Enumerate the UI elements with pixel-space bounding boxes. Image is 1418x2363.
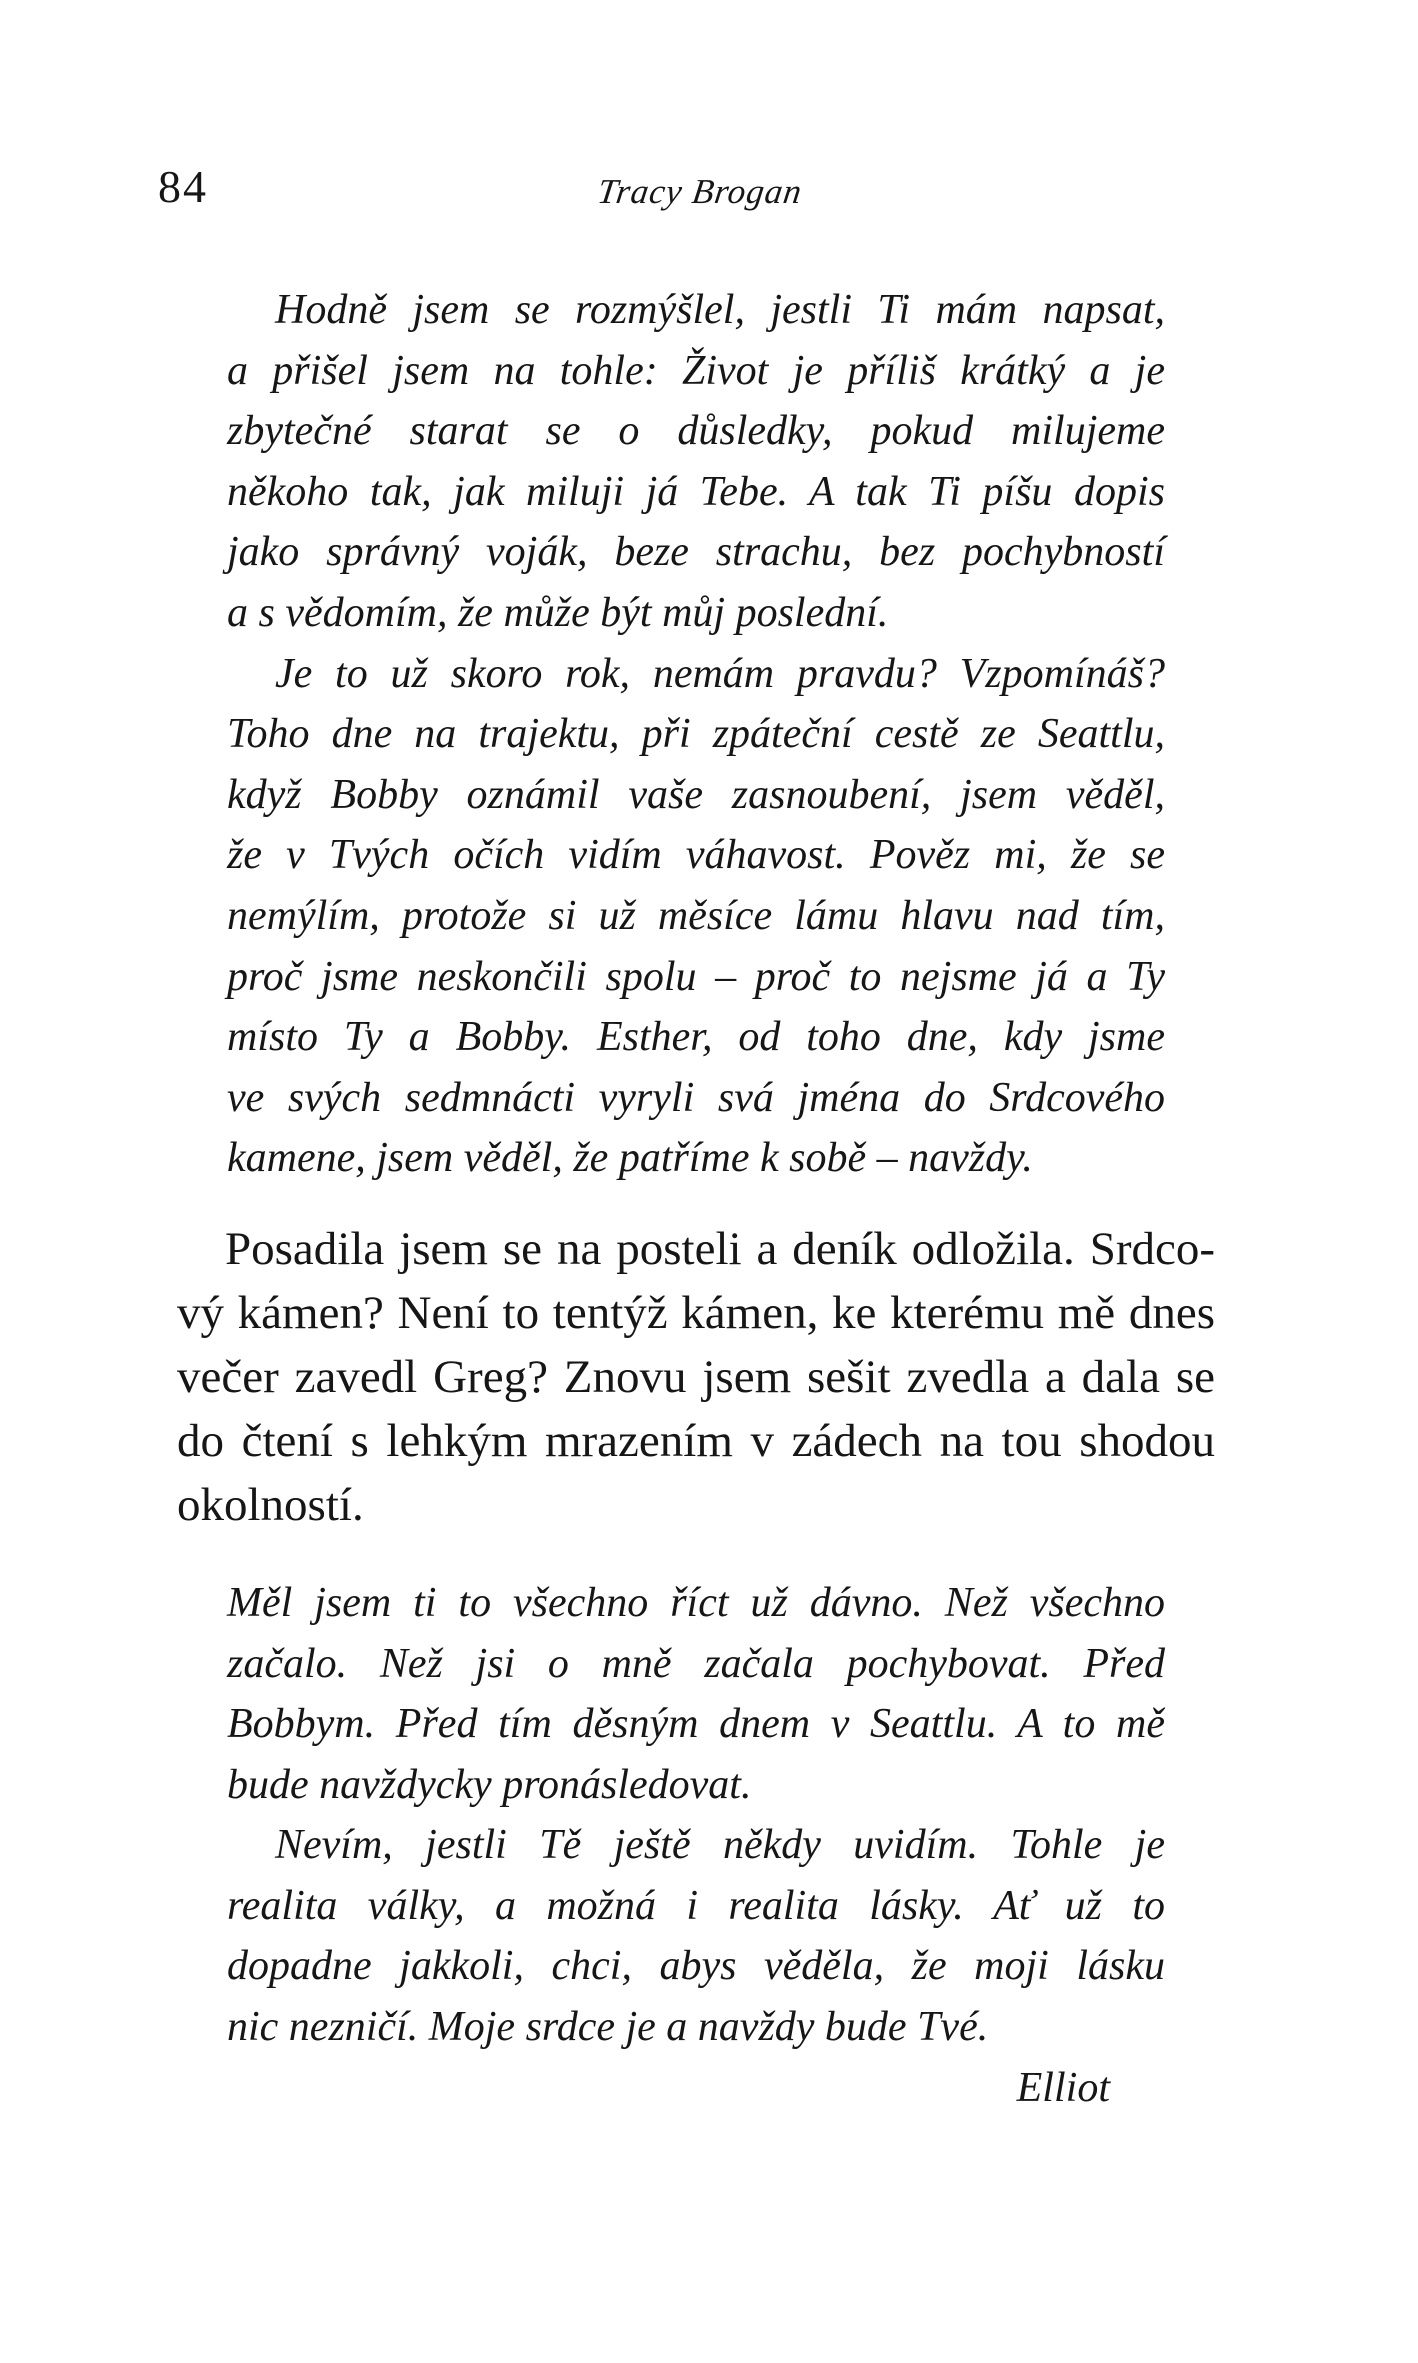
text-line: zbytečné starat se o důsledky, pokud milujeme	[227, 408, 1165, 455]
text-line: Je to už skoro rok, nemám pravdu? Vzpomínáš?	[275, 650, 1165, 697]
narration-paragraph	[177, 1217, 1215, 1537]
text-line: jako správný voják, beze strachu, bez pochybností	[227, 529, 1165, 576]
text-line: Měl jsem ti to všechno říct už dávno. Než všechno	[227, 1579, 1165, 1626]
text-line: a s vědomím, že může být můj poslední.	[227, 589, 889, 636]
text-column	[177, 280, 1215, 2118]
text-line: večer zavedl Greg? Znovu jsem sešit zvedla a dala se	[177, 1350, 1215, 1403]
text-line: okolností.	[177, 1478, 364, 1531]
letter-excerpt-2	[227, 1573, 1165, 2118]
text-line: nic nezničí. Moje srdce je a navždy bude Tvé.	[227, 2004, 989, 2051]
text-line: a přišel jsem na tohle: Život je příliš krátký a je	[227, 347, 1165, 394]
running-header-title: Tracy Brogan	[595, 172, 805, 211]
page-number: 84	[158, 161, 208, 212]
text-line: místo Ty a Bobby. Esther, od toho dne, kdy jsme	[227, 1014, 1165, 1061]
text-line: dopadne jakkoli, chci, abys věděla, že moji lásku	[227, 1943, 1165, 1990]
text-line: Posadila jsem se na posteli a deník odložila. Srdco-	[225, 1222, 1215, 1275]
text-line: ve svých sedmnácti vyryli svá jména do Srdcového	[227, 1074, 1165, 1121]
text-line: Hodně jsem se rozmýšlel, jestli Ti mám napsat,	[275, 287, 1165, 333]
text-line: proč jsme neskončili spolu – proč to nejsme já a Ty	[227, 953, 1165, 1000]
text-line: kamene, jsem věděl, že patříme k sobě – navždy.	[227, 1135, 1033, 1182]
letter-excerpt-1	[227, 280, 1165, 1189]
text-line: Bobbym. Před tím děsným dnem v Seattlu. A to mě	[227, 1701, 1165, 1748]
text-line: bude navždycky pronásledovat.	[227, 1761, 752, 1808]
text-line: nemýlím, protože si už měsíce lámu hlavu nad tím,	[227, 892, 1165, 939]
text-line: realita války, a možná i realita lásky. Ať už to	[227, 1882, 1165, 1929]
text-line: do čtení s lehkým mrazením v zádech na tou shodou	[177, 1414, 1215, 1467]
signature-line: Elliot	[1016, 2064, 1110, 2111]
text-line: Toho dne na trajektu, při zpáteční cestě ze Seattlu,	[227, 711, 1165, 758]
text-line: někoho tak, jak miluji já Tebe. A tak Ti píšu dopis	[227, 468, 1165, 515]
text-line: když Bobby oznámil vaše zasnoubení, jsem věděl,	[227, 771, 1165, 818]
text-line: Nevím, jestli Tě ještě někdy uvidím. Tohle je	[275, 1822, 1165, 1869]
text-line: že v Tvých očích vidím váhavost. Pověz mi, že se	[227, 832, 1165, 879]
text-line: začalo. Než jsi o mně začala pochybovat. Před	[227, 1640, 1165, 1687]
text-line: vý kámen? Není to tentýž kámen, ke kterému mě dnes	[177, 1286, 1215, 1339]
